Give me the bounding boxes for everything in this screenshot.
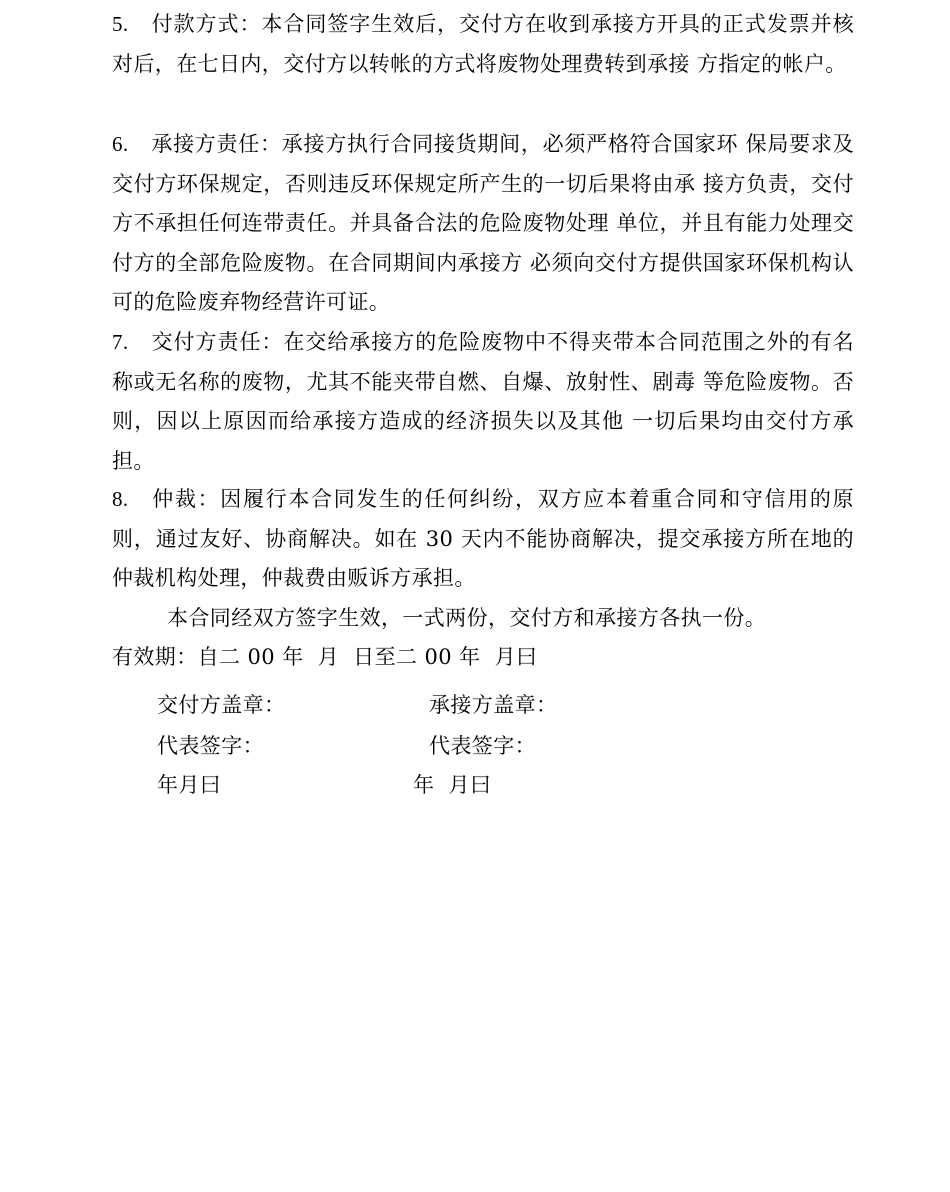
party-a-date: 年月曰 — [157, 773, 222, 797]
clause-text: 仲裁：因履行本合同发生的任何纠纷，双方应本着重合同和守信用的原则，通过友好、协商解决。如在 30 天内不能协商解决，提交承接方所在地的仲裁机构处理，仲裁费由贩诉方承担。 — [112, 487, 854, 590]
clause-number: 7. — [112, 330, 129, 354]
clause-text: 付款方式：本合同签字生效后，交付方在收到承接方开具的正式发票并核对后，在七日内，交付方以转帐的方式将废物处理费转到承接 方指定的帐户。 — [112, 12, 854, 76]
party-b-date: 年 月曰 — [413, 773, 492, 797]
clause-7 — [112, 323, 854, 481]
clause-number: 5. — [112, 12, 129, 36]
clause-text: 交付方责任：在交给承接方的危险废物中不得夹带本合同范围之外的有名称或无名称的废物，尤其不能夹带自燃、自爆、放射性、剧毒 等危险废物。否则，因以上原因而给承接方造成的经济损失以及其他 一切后果均由交付方承担。 — [112, 330, 854, 473]
clause-text: 承接方责任：承接方执行合同接货期间，必须严格符合国家环 保局要求及交付方环保规定，否则违反环保规定所产生的一切后果将由承 接方负责，交付方不承担任何连带责任。并具备合法的危险废物处理 单位，并且有能力处理交付方的全部危险废物。在合同期间内承接方 必须向交付方提供国家环保机构认可的危险废弃物经营许可证。 — [112, 132, 854, 314]
clause-8 — [112, 480, 854, 599]
party-b-sign-label: 代表签字： — [429, 734, 536, 758]
clause-6 — [112, 125, 854, 323]
effect-statement: 本合同经双方签字生效，一式两份，交付方和承接方各执一份。 — [167, 606, 767, 630]
validity-period: 有效期：自二 00 年 月 日至二 00 年 月曰 — [112, 645, 538, 669]
clause-number: 6. — [112, 132, 129, 156]
party-a-seal-label: 交付方盖章： — [157, 693, 286, 717]
party-b-seal-label: 承接方盖章： — [429, 693, 558, 717]
clause-5 — [112, 5, 854, 84]
clause-number: 8. — [112, 487, 129, 511]
party-a-sign-label: 代表签字： — [157, 734, 264, 758]
